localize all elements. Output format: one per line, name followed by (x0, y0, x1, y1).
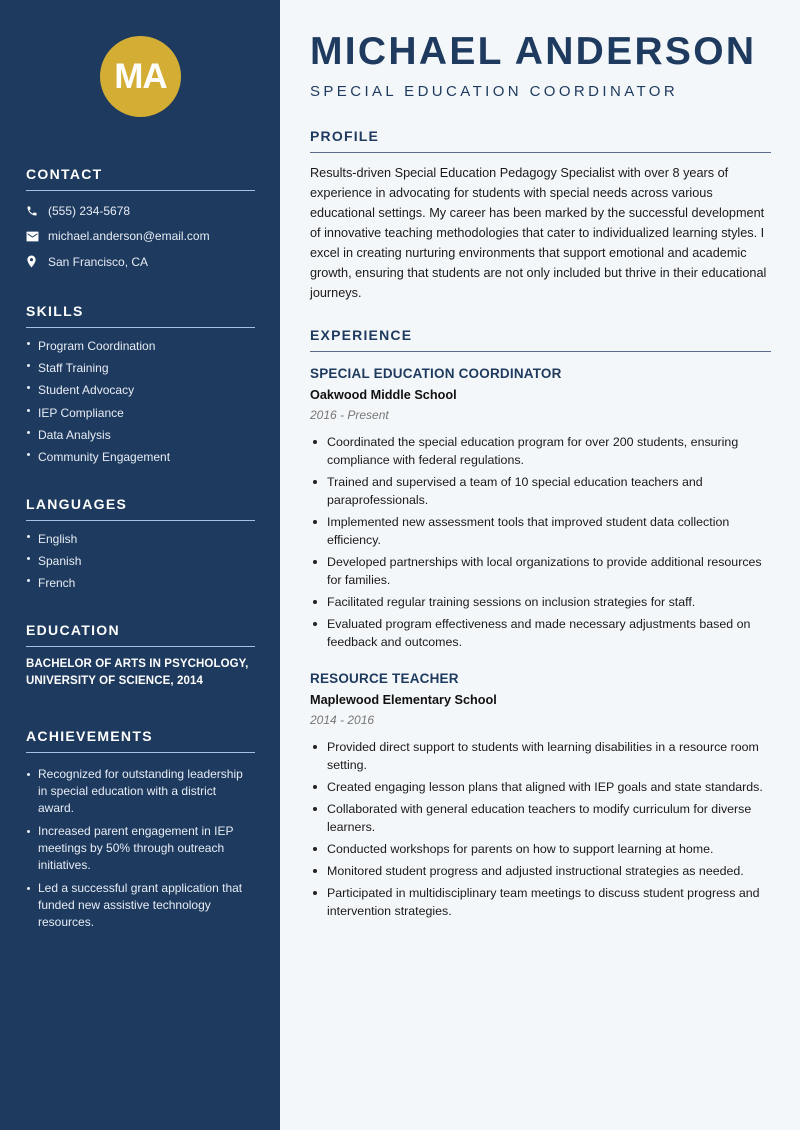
language-item: French (26, 572, 255, 594)
achievements-section (26, 728, 255, 937)
job-bullet: Participated in multidisciplinary team meetings to discuss student progress and intervention strategies. (310, 884, 772, 920)
job-bullet: Provided direct support to students with learning disabilities in a resource room setting. (310, 738, 772, 774)
contact-phone (26, 198, 255, 224)
job-organization: Maplewood Elementary School (310, 693, 497, 707)
contact-location (26, 249, 255, 275)
phone-text: (555) 234-5678 (48, 203, 131, 218)
job-bullet: Implemented new assessment tools that improved student data collection efficiency. (310, 513, 772, 549)
skill-item: Program Coordination (26, 335, 255, 357)
skill-item: Data Analysis (26, 424, 255, 446)
achievements-heading: ACHIEVEMENTS (26, 728, 255, 753)
skill-item: Student Advocacy (26, 379, 255, 401)
job-bullet: Conducted workshops for parents on how to support learning at home. (310, 840, 772, 858)
job-bullet: Facilitated regular training sessions on inclusion strategies for staff. (310, 593, 772, 611)
job-entry (310, 366, 772, 655)
education-heading: EDUCATION (26, 622, 255, 647)
achievements-list (26, 766, 255, 931)
education-degree (26, 656, 255, 690)
job-title: RESOURCE TEACHER (310, 671, 459, 686)
skills-heading: SKILLS (26, 303, 255, 328)
job-bullet: Collaborated with general education teachers to modify curriculum for diverse learners. (310, 800, 772, 836)
job-bullet: Trained and supervised a team of 10 special education teachers and paraprofessionals. (310, 473, 772, 509)
job-dates: 2016 - Present (310, 408, 389, 422)
language-item: English (26, 528, 255, 550)
job-bullet: Created engaging lesson plans that aligned with IEP goals and state standards. (310, 778, 772, 796)
job-bullet: Developed partnerships with local organizations to provide additional resources for families. (310, 553, 772, 589)
education-section (26, 622, 255, 690)
skill-item: Staff Training (26, 357, 255, 379)
job-bullets (310, 433, 772, 651)
job-bullet: Evaluated program effectiveness and made necessary adjustments based on feedback and outcomes. (310, 615, 772, 651)
job-title: SPECIAL EDUCATION COORDINATOR (310, 366, 562, 381)
avatar (100, 36, 181, 117)
profile-summary: Results-driven Special Education Pedagogy Specialist with over 8 years of experience in advocating for students with special needs across various educational settings. My career has been marked by the successful development of innovative teaching methodologies that cater to individualized learning styles. I excel in creating nurturing environments that support emotional and academic growth, ensuring that students are not only included but thrive in their educational journeys. (310, 166, 767, 300)
skill-item: Community Engagement (26, 446, 255, 468)
skills-section (26, 303, 255, 468)
languages-section (26, 496, 255, 595)
profile-heading: PROFILE (310, 128, 771, 153)
email-icon (26, 231, 48, 242)
experience-heading: EXPERIENCE (310, 327, 771, 352)
job-bullets (310, 738, 772, 920)
contact-section (26, 166, 255, 275)
skill-item: IEP Compliance (26, 402, 255, 424)
achievement-item: Recognized for outstanding leadership in special education with a district award. (26, 766, 255, 817)
location-pin-icon (26, 255, 48, 268)
job-bullet: Monitored student progress and adjusted instructional strategies as needed. (310, 862, 772, 880)
job-bullet: Coordinated the special education program for over 200 students, ensuring compliance with federal regulations. (310, 433, 772, 469)
job-entry (310, 671, 772, 924)
candidate-title: SPECIAL EDUCATION COORDINATOR (310, 83, 679, 100)
skills-list (26, 335, 255, 468)
contact-heading: CONTACT (26, 166, 255, 191)
languages-heading: LANGUAGES (26, 496, 255, 521)
email-text: michael.anderson@email.com (48, 229, 210, 244)
contact-email (26, 224, 255, 250)
sidebar (0, 0, 280, 1130)
location-text: San Francisco, CA (48, 254, 149, 269)
job-dates: 2014 - 2016 (310, 713, 375, 727)
language-item: Spanish (26, 550, 255, 572)
phone-icon (26, 205, 48, 217)
achievement-item: Led a successful grant application that funded new assistive technology resources. (26, 880, 255, 931)
education-line-1: BACHELOR OF ARTS IN PSYCHOLOGY, (26, 658, 249, 670)
job-organization: Oakwood Middle School (310, 388, 457, 402)
avatar-initials: MA (114, 56, 167, 96)
candidate-name: MICHAEL ANDERSON (310, 30, 757, 73)
achievement-item: Increased parent engagement in IEP meetings by 50% through outreach initiatives. (26, 823, 255, 874)
languages-list (26, 528, 255, 595)
education-line-2: UNIVERSITY OF SCIENCE, 2014 (26, 675, 203, 687)
